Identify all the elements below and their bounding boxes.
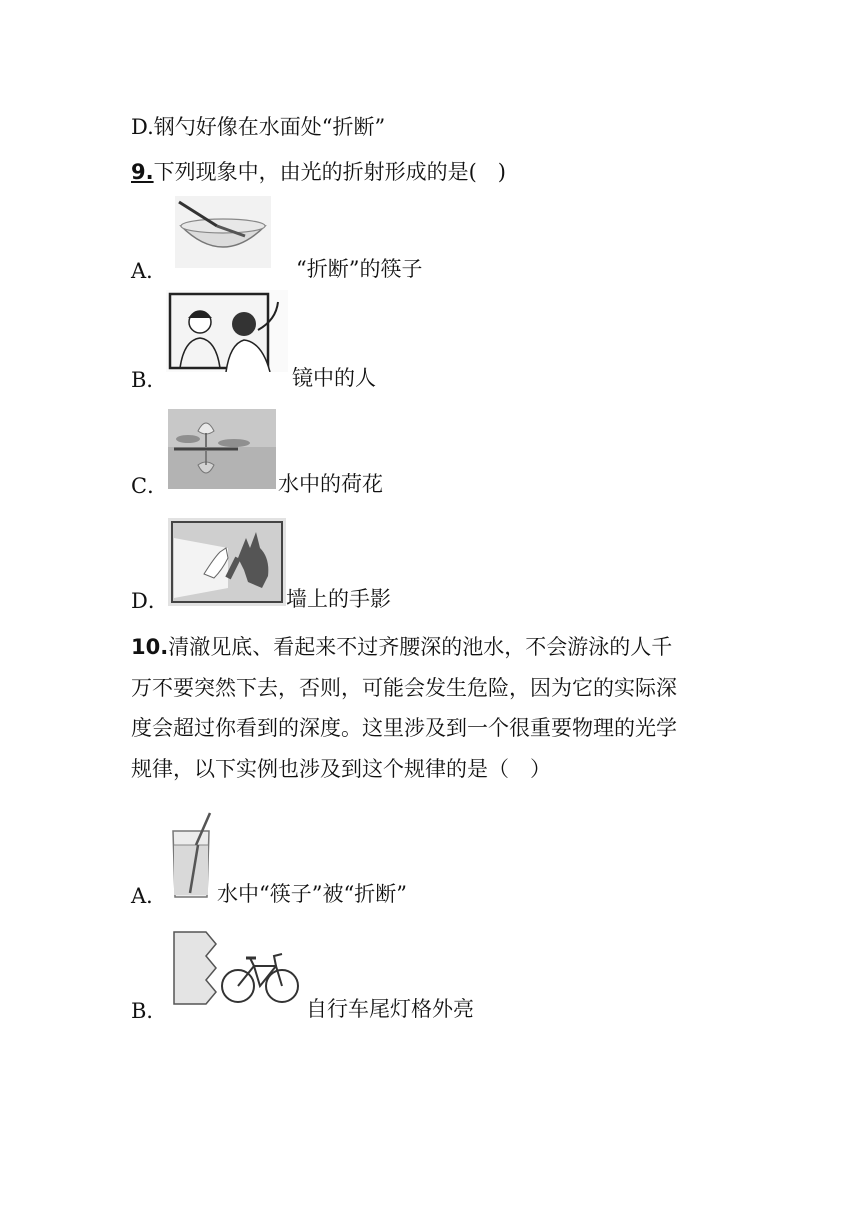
stem-line-3: 度会超过你看到的深度。这里涉及到一个很重要物理的光学 — [131, 716, 677, 740]
option-label: A． — [131, 884, 168, 908]
option-label: C． — [131, 474, 169, 498]
option-label: D． — [131, 589, 169, 613]
stem-line-4: 规律，以下实例也涉及到这个规律的是（ ） — [131, 756, 551, 781]
person-in-mirror-picture — [166, 290, 288, 372]
question-9-stem — [131, 158, 506, 186]
q10-option-a-caption: 水中“筷子”被“折断” — [217, 882, 407, 906]
option-label: D. — [131, 115, 154, 139]
q9-option-b-caption: 镜中的人 — [292, 366, 376, 390]
option-text: 钢勺好像在水面处“折断” — [153, 115, 386, 139]
stem-text: 清澈见底、看起来不过齐腰深的池水，不会游泳的人千 — [168, 635, 673, 659]
q10-option-b-caption: 自行车尾灯格外亮 — [306, 997, 474, 1021]
hand-shadow-picture — [168, 518, 286, 606]
q9-option-c-label — [131, 472, 168, 500]
straw-in-glass-picture — [170, 811, 212, 901]
option-label: B． — [131, 368, 168, 392]
q10-option-b-label — [131, 997, 167, 1025]
question-10-stem — [131, 627, 731, 789]
stem-line-1 — [131, 627, 731, 668]
q10-option-a-label — [131, 882, 167, 910]
bicycle-reflector-picture — [172, 930, 302, 1012]
lotus-in-water-picture — [168, 409, 276, 489]
chopsticks-in-bowl-picture — [175, 196, 271, 268]
question-number: 10. — [131, 635, 169, 659]
stem-line-2: 万不要突然下去，否则，可能会发生危险，因为它的实际深 — [131, 675, 677, 700]
question-text: 下列现象中，由光的折射形成的是( ) — [153, 160, 506, 184]
q9-option-a-label — [131, 257, 167, 285]
q9-option-a-caption: “折断”的筷子 — [296, 257, 423, 281]
option-label: A． — [131, 259, 168, 283]
prev-option-d — [131, 113, 385, 141]
q9-option-d-caption: 墙上的手影 — [286, 587, 391, 611]
q9-option-b-label — [131, 366, 167, 394]
q9-option-d-label — [131, 587, 169, 615]
q9-option-c-caption: 水中的荷花 — [278, 472, 383, 496]
question-number: 9. — [131, 160, 154, 184]
option-label: B． — [131, 999, 168, 1023]
